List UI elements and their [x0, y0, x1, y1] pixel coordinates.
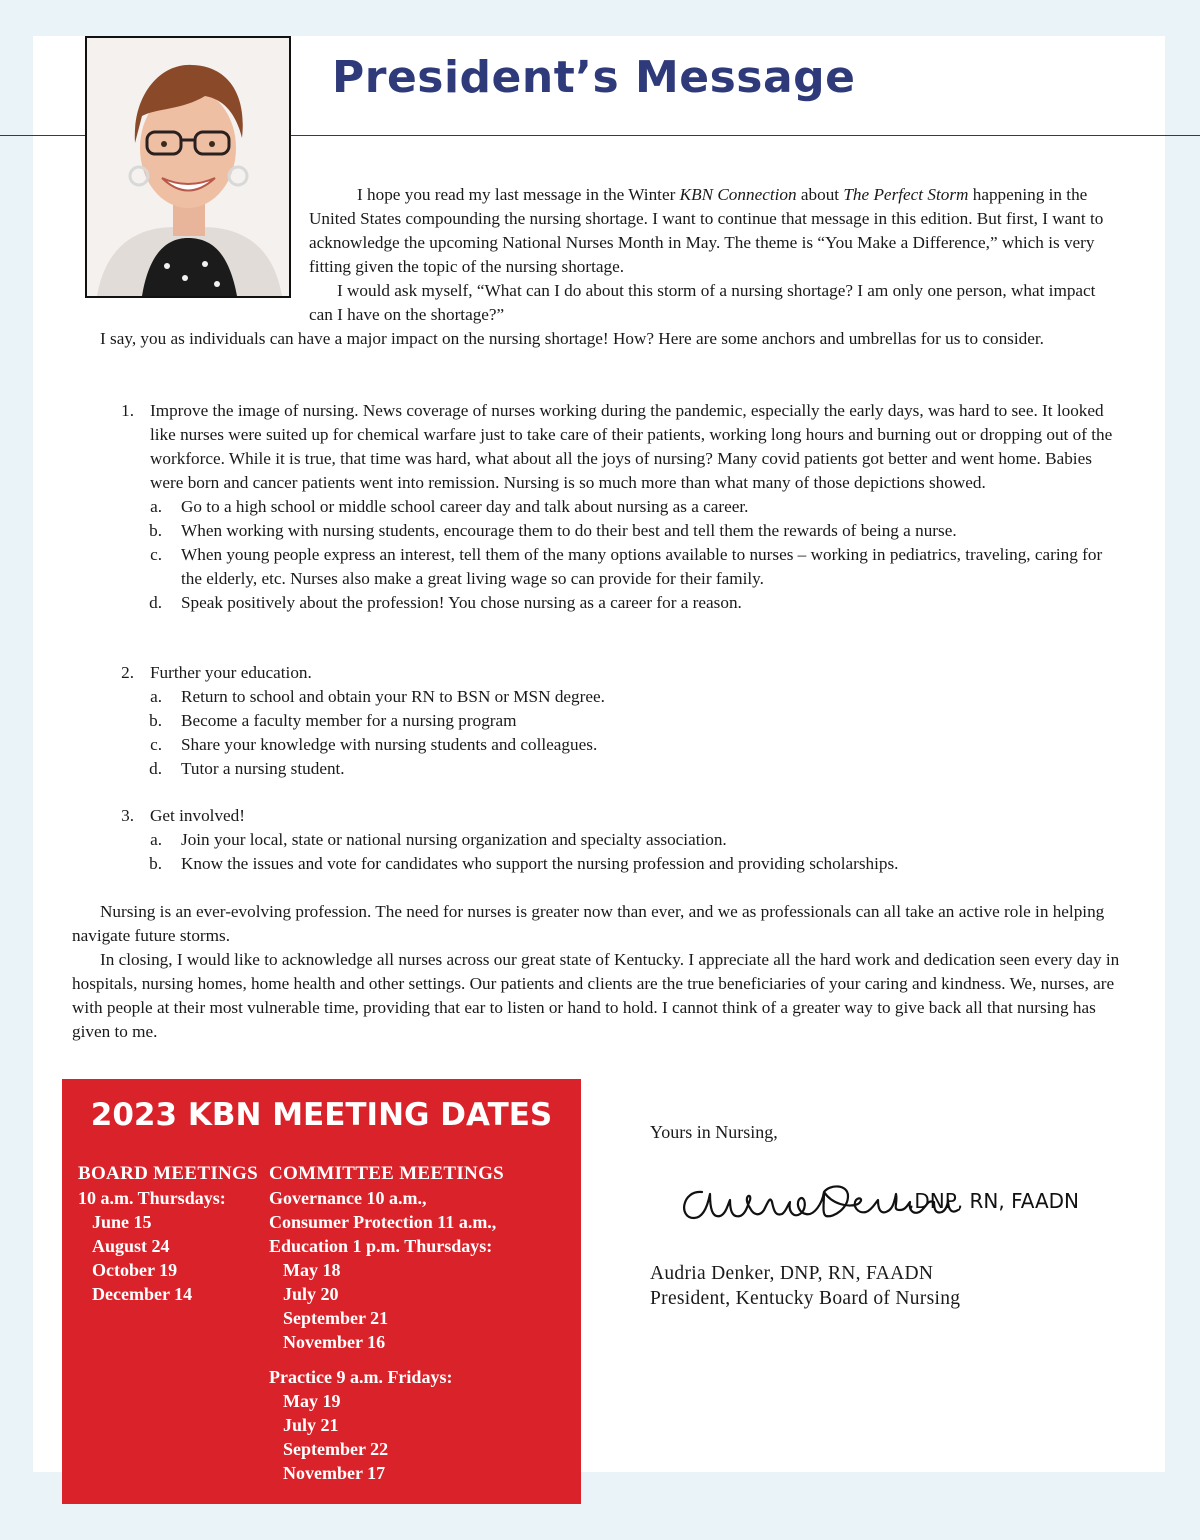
president-photo	[85, 36, 291, 298]
board-meetings-time: 10 a.m. Thursdays:	[78, 1188, 226, 1208]
committee-line: Education 1 p.m. Thursdays:	[269, 1236, 493, 1256]
sub-text: Join your local, state or national nursing organization and specialty association.	[181, 830, 727, 849]
practice-date: November 17	[283, 1463, 386, 1483]
sub-letter: b .	[72, 519, 162, 543]
publication-name: KBN Connection	[679, 185, 797, 204]
closing-paragraph-2: In closing, I would like to acknowledge all nurses across our great state of Kentucky. I appreciate all the hard work and dedication seen every day in hospitals, nursing homes, home health and other settings. Our patients and clients are the true beneficiaries of your caring and kindness. We, nurses, are with people at their most vulnerable time, providing that ear to listen or hand to hold. I cannot think of a greater way to give back all that nursing has given to me.	[72, 950, 1120, 1041]
page-title: President’s Message	[332, 52, 856, 103]
list-number: 1 .	[72, 399, 135, 495]
sub-letter: c .	[72, 733, 162, 757]
handwritten-signature	[672, 1174, 1102, 1234]
list-item-2	[72, 661, 1122, 781]
intro-paragraph-1: I hope you read my last message in the Winter KBN Connection about The Perfect Storm happening in the United States compounding the nursing shortage. I want to continue that message in this edition. But first, I want to acknowledge the upcoming National Nurses Month in May. The theme is “You Make a Difference,” which is very fitting given the topic of the nursing shortage.	[309, 185, 1104, 276]
signer-name: Audria Denker, DNP, RN, FAADN	[650, 1263, 934, 1284]
sub-text: Speak positively about the profession! You chose nursing as a career for a reason.	[181, 593, 742, 612]
closing-paragraph-1: Nursing is an ever-evolving profession. The need for nurses is greater now than ever, and we as professionals can all take an active role in helping navigate future storms.	[72, 902, 1105, 945]
sub-text: When working with nursing students, encourage them to do their best and tell them the rewards of being a nurse.	[181, 521, 957, 540]
sub-text: Go to a high school or middle school career day and talk about nursing as a career.	[181, 497, 749, 516]
sub-text: Tutor a nursing student.	[181, 759, 345, 778]
practice-time: Practice 9 a.m. Fridays:	[269, 1367, 453, 1387]
practice-date: September 22	[283, 1439, 389, 1459]
sub-text: Return to school and obtain your RN to BSN or MSN degree.	[181, 687, 605, 706]
sub-text: Know the issues and vote for candidates who support the nursing profession and providing scholarships.	[181, 854, 899, 873]
sub-letter: a .	[72, 495, 162, 519]
committee-line: Consumer Protection 11 a.m.,	[269, 1212, 497, 1232]
sub-letter: c .	[72, 543, 162, 591]
sub-text: Become a faculty member for a nursing program	[181, 711, 517, 730]
practice-date: May 19	[283, 1391, 341, 1411]
list-item-1	[72, 399, 1122, 615]
board-meetings-header: BOARD MEETINGS	[78, 1163, 258, 1184]
meeting-dates-title: 2023 KBN MEETING DATES	[90, 1097, 553, 1133]
list-number: 2 .	[72, 661, 135, 685]
committee-date: July 20	[283, 1284, 339, 1304]
committee-meetings-header: COMMITTEE MEETINGS	[269, 1163, 505, 1184]
list-item-3	[72, 804, 1122, 876]
intro-paragraph-3: I say, you as individuals can have a major impact on the nursing shortage! How? Here are some anchors and umbrellas for us to consider.	[100, 329, 1044, 348]
board-meeting-date: December 14	[92, 1284, 193, 1304]
article-title: The Perfect Storm	[843, 185, 969, 204]
list-number: 3 .	[72, 804, 135, 828]
sub-letter: a .	[72, 828, 162, 852]
committee-date: November 16	[283, 1332, 386, 1352]
president-portrait-illustration	[87, 38, 289, 296]
sub-letter: b .	[72, 709, 162, 733]
signature-closing: Yours in Nursing,	[650, 1122, 778, 1142]
board-meeting-date: October 19	[92, 1260, 178, 1280]
sub-letter: d .	[72, 757, 162, 781]
sub-letter: a .	[72, 685, 162, 709]
sub-letter: d .	[72, 591, 162, 615]
signature-credentials: ,DNP, RN, FAADN	[908, 1189, 1080, 1213]
signer-role: President, Kentucky Board of Nursing	[650, 1288, 961, 1309]
committee-date: September 21	[283, 1308, 389, 1328]
sub-letter: b .	[72, 852, 162, 876]
list-text: Get involved!	[150, 806, 245, 825]
board-meetings-column	[78, 1162, 258, 1306]
sub-text: When young people express an interest, tell them of the many options available to nurses – working in pediatrics, traveling, caring for the elderly, etc. Nurses also make a great living wage so can provide for their family.	[181, 545, 1103, 588]
board-meeting-date: August 24	[92, 1236, 170, 1256]
list-text: Further your education.	[150, 663, 312, 682]
committee-meetings-column	[269, 1162, 504, 1485]
list-text: Improve the image of nursing. News coverage of nurses working during the pandemic, especially the early days, was hard to see. It looked like nurses were suited up for chemical warfare just to take care of their patients, working long hours and burning out or dropping out of the workforce. While it is true, that time was hard, what about all the joys of nursing? Many covid patients got better and went home. Babies were born and cancer patients went into remission. Nursing is so much more than what many of those depictions showed.	[150, 401, 1113, 492]
committee-line: Governance 10 a.m.,	[269, 1188, 427, 1208]
signature-block	[650, 1261, 960, 1311]
sub-text: Share your knowledge with nursing students and colleagues.	[181, 735, 598, 754]
practice-date: July 21	[283, 1415, 339, 1435]
board-meeting-date: June 15	[92, 1212, 152, 1232]
committee-date: May 18	[283, 1260, 341, 1280]
intro-paragraph-2: I would ask myself, “What can I do about this storm of a nursing shortage? I am only one person, what impact can I have on the shortage?”	[309, 281, 1096, 324]
meeting-dates-box	[62, 1079, 581, 1504]
